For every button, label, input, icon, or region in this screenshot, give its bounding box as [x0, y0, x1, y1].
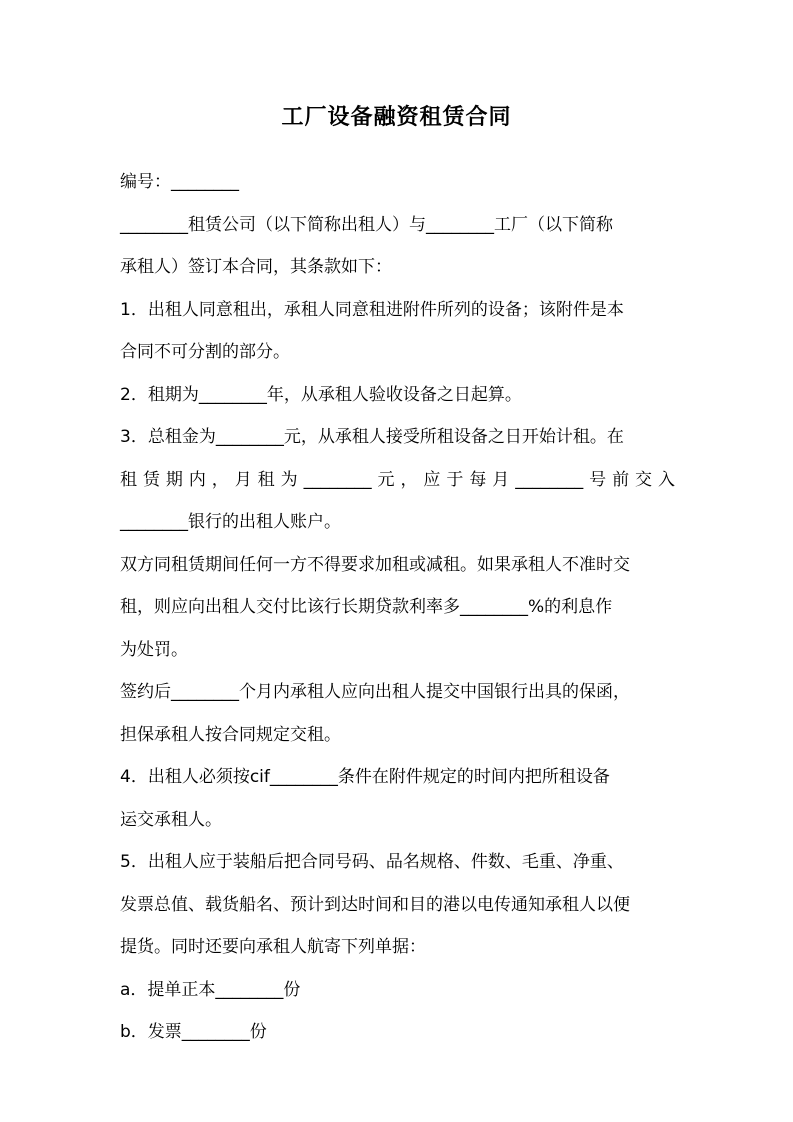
clause-5-line: 提货。同时还要向承租人航寄下列单据： — [120, 937, 426, 957]
clause-2-line: 2．租期为________年，从承租人验收设备之日起算。 — [120, 384, 522, 405]
paragraph-line: 双方同租赁期间任何一方不得要求加租或减租。如果承租人不准时交 — [120, 554, 630, 575]
contract-number-line: 编号：________ — [120, 172, 239, 192]
clause-5-line: 发票总值、载货船名、预计到达时间和目的港以电传通知承租人以便 — [120, 894, 630, 915]
clause-3-line: ________银行的出租人账户。 — [120, 512, 341, 532]
document-list-item: b．发票________份 — [120, 1022, 267, 1042]
clause-3-line: 3．总租金为________元，从承租人接受所租设备之日开始计租。在 — [120, 427, 624, 447]
paragraph-line: 承租人）签订本合同，其条款如下： — [120, 257, 392, 277]
paragraph-line: 担保承租人按合同规定交租。 — [120, 724, 341, 745]
document-title: 工厂设备融资租赁合同 — [281, 105, 512, 130]
document-list-item: a．提单正本________份 — [120, 979, 301, 1000]
paragraph-line: 为处罚。 — [120, 639, 188, 660]
paragraph-line: 租，则应向出租人交付比该行长期贷款利率多________%的利息作 — [120, 597, 613, 617]
paragraph-line: 签约后________个月内承租人应向出租人提交中国银行出具的保函， — [120, 682, 630, 702]
clause-3-line: 租赁期内，月租为________元，应于每月________号前交入 — [120, 469, 675, 490]
clause-4-line: 运交承租人。 — [120, 809, 222, 830]
paragraph-line: ________租赁公司（以下简称出租人）与________工厂（以下简称 — [120, 214, 613, 235]
clause-1-line: 1．出租人同意租出，承租人同意租进附件所列的设备；该附件是本 — [120, 299, 624, 320]
clause-5-line: 5．出租人应于装船后把合同号码、品名规格、件数、毛重、净重、 — [120, 852, 624, 872]
document-body — [120, 161, 675, 1054]
clause-1-line: 合同不可分割的部分。 — [120, 342, 290, 362]
clause-4-line: 4．出租人必须按cif________条件在附件规定的时间内把所租设备 — [120, 767, 610, 787]
